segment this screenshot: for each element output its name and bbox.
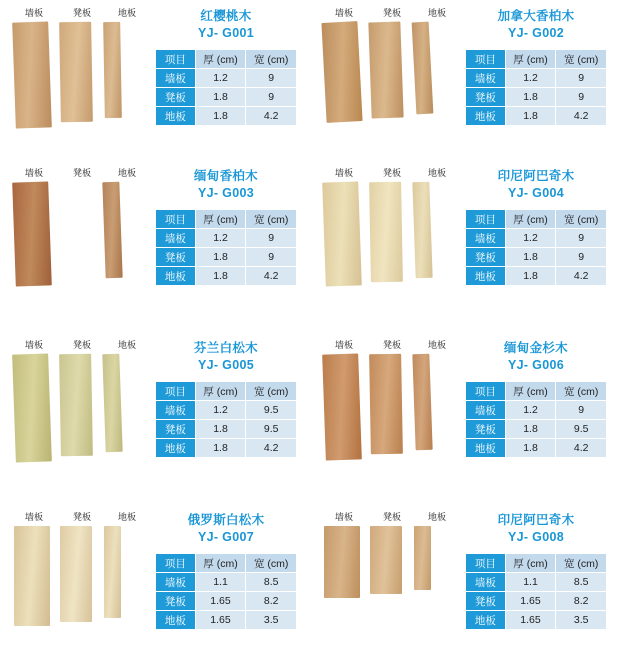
wood-samples	[10, 166, 150, 294]
row-width: 4.2	[556, 439, 607, 458]
header-item: 项目	[156, 50, 196, 69]
row-width: 9	[556, 88, 607, 107]
table-row	[156, 420, 297, 439]
row-label: 地板	[156, 267, 196, 286]
table-header-row	[156, 210, 297, 229]
sample-labels	[10, 338, 150, 351]
sample-labels	[320, 166, 460, 179]
table-row	[466, 592, 607, 611]
row-width: 4.2	[556, 267, 607, 286]
table-row	[466, 401, 607, 420]
row-width: 4.2	[246, 107, 297, 126]
header-thickness: 厚 (cm)	[505, 554, 556, 573]
row-width: 3.5	[246, 611, 297, 630]
sample-label: 墙板	[24, 168, 43, 178]
header-thickness: 厚 (cm)	[195, 210, 246, 229]
row-width: 9.5	[556, 420, 607, 439]
header-width: 宽 (cm)	[556, 50, 607, 69]
product-card	[310, 0, 620, 160]
row-thickness: 1.2	[195, 69, 246, 88]
product-info	[460, 168, 612, 286]
wood-samples	[320, 338, 460, 466]
spec-table	[465, 209, 607, 286]
row-label: 墙板	[466, 401, 506, 420]
plank-image	[12, 21, 52, 128]
table-row	[466, 611, 607, 630]
row-thickness: 1.8	[195, 248, 246, 267]
row-thickness: 1.8	[505, 248, 556, 267]
row-label: 凳板	[156, 592, 196, 611]
row-width: 8.2	[246, 592, 297, 611]
row-thickness: 1.2	[195, 229, 246, 248]
plank-image	[59, 182, 93, 283]
row-width: 9	[556, 401, 607, 420]
product-name: 红樱桃木	[200, 9, 252, 23]
product-code: YJ- G005	[198, 358, 254, 372]
header-width: 宽 (cm)	[246, 554, 297, 573]
sample-label: 墙板	[334, 168, 353, 178]
row-width: 8.5	[556, 573, 607, 592]
product-name: 俄罗斯白松木	[187, 513, 265, 527]
row-thickness: 1.2	[505, 229, 556, 248]
row-width: 9	[556, 248, 607, 267]
product-info	[150, 512, 302, 630]
row-label: 凳板	[156, 420, 196, 439]
row-thickness: 1.65	[505, 611, 556, 630]
sample-label: 墙板	[24, 340, 43, 350]
product-info	[150, 168, 302, 286]
sample-label: 凳板	[72, 8, 91, 18]
product-card	[310, 504, 620, 666]
wood-samples	[10, 6, 150, 134]
table-row	[156, 401, 297, 420]
table-row	[156, 267, 297, 286]
sample-label: 墙板	[24, 8, 43, 18]
row-thickness: 1.2	[505, 401, 556, 420]
product-name: 芬兰白松木	[193, 341, 258, 355]
sample-label: 凳板	[72, 168, 91, 178]
product-info	[460, 8, 612, 126]
sample-label: 墙板	[334, 512, 353, 522]
sample-label: 地板	[427, 512, 446, 522]
row-width: 9	[246, 69, 297, 88]
plank-image	[322, 353, 362, 460]
spec-table	[155, 209, 297, 286]
row-width: 8.2	[556, 592, 607, 611]
product-name: 加拿大香柏木	[497, 9, 575, 23]
row-thickness: 1.8	[195, 267, 246, 286]
sample-label: 地板	[117, 8, 136, 18]
header-thickness: 厚 (cm)	[505, 50, 556, 69]
row-label: 凳板	[156, 88, 196, 107]
header-thickness: 厚 (cm)	[505, 382, 556, 401]
table-row	[156, 439, 297, 458]
table-header-row	[156, 50, 297, 69]
sample-labels	[10, 6, 150, 19]
sample-label: 墙板	[334, 340, 353, 350]
wood-samples	[320, 6, 460, 134]
plank-image	[369, 354, 403, 455]
header-thickness: 厚 (cm)	[195, 554, 246, 573]
table-row	[466, 267, 607, 286]
plank-image	[369, 182, 403, 283]
row-thickness: 1.8	[505, 439, 556, 458]
row-label: 凳板	[156, 248, 196, 267]
plank-images	[10, 182, 150, 294]
product-name: 缅甸金杉木	[503, 341, 568, 355]
row-thickness: 1.8	[505, 88, 556, 107]
row-width: 9	[556, 69, 607, 88]
plank-images	[320, 182, 460, 294]
header-item: 项目	[466, 554, 506, 573]
plank-images	[10, 354, 150, 466]
row-width: 4.2	[246, 439, 297, 458]
product-card	[0, 160, 310, 332]
header-thickness: 厚 (cm)	[195, 50, 246, 69]
plank-image	[412, 182, 432, 279]
row-width: 9	[246, 248, 297, 267]
product-code: YJ- G002	[508, 26, 564, 40]
sample-label: 地板	[427, 168, 446, 178]
product-card	[310, 332, 620, 504]
row-thickness: 1.8	[195, 88, 246, 107]
table-row	[156, 573, 297, 592]
product-card	[0, 504, 310, 666]
table-row	[466, 88, 607, 107]
row-label: 凳板	[466, 248, 506, 267]
product-info	[150, 8, 302, 126]
wood-samples	[320, 510, 460, 638]
header-width: 宽 (cm)	[246, 210, 297, 229]
spec-table	[155, 381, 297, 458]
row-label: 墙板	[156, 573, 196, 592]
wood-samples	[10, 338, 150, 466]
row-thickness: 1.1	[505, 573, 556, 592]
table-row	[156, 611, 297, 630]
row-label: 墙板	[156, 229, 196, 248]
row-label: 地板	[466, 439, 506, 458]
sample-label: 凳板	[382, 8, 401, 18]
table-header-row	[466, 382, 607, 401]
header-width: 宽 (cm)	[246, 382, 297, 401]
row-label: 墙板	[466, 573, 506, 592]
table-header-row	[156, 554, 297, 573]
sample-label: 凳板	[382, 340, 401, 350]
header-item: 项目	[466, 382, 506, 401]
row-thickness: 1.8	[195, 107, 246, 126]
plank-image	[12, 181, 52, 286]
header-thickness: 厚 (cm)	[195, 382, 246, 401]
header-item: 项目	[466, 50, 506, 69]
table-row	[466, 248, 607, 267]
table-row	[466, 229, 607, 248]
plank-images	[320, 22, 460, 134]
product-code: YJ- G001	[198, 26, 254, 40]
header-width: 宽 (cm)	[246, 50, 297, 69]
row-thickness: 1.2	[195, 401, 246, 420]
product-name: 印尼阿巴奇木	[497, 513, 575, 527]
row-label: 地板	[156, 107, 196, 126]
table-row	[466, 420, 607, 439]
product-name: 缅甸香柏木	[193, 169, 258, 183]
sample-label: 地板	[427, 340, 446, 350]
spec-table	[155, 49, 297, 126]
row-label: 墙板	[156, 401, 196, 420]
row-label: 墙板	[466, 229, 506, 248]
row-thickness: 1.2	[505, 69, 556, 88]
spec-table	[465, 49, 607, 126]
product-card	[0, 0, 310, 160]
plank-image	[14, 526, 50, 626]
row-width: 8.5	[246, 573, 297, 592]
product-code: YJ- G008	[508, 530, 564, 544]
row-label: 地板	[156, 611, 196, 630]
row-thickness: 1.1	[195, 573, 246, 592]
plank-image	[368, 21, 403, 118]
row-label: 地板	[156, 439, 196, 458]
plank-image	[59, 354, 93, 457]
table-row	[466, 439, 607, 458]
plank-image	[370, 526, 402, 594]
plank-image	[322, 181, 362, 286]
table-row	[156, 107, 297, 126]
wood-samples	[320, 166, 460, 294]
wood-samples	[10, 510, 150, 638]
spec-table	[465, 381, 607, 458]
row-width: 9	[556, 229, 607, 248]
spec-table	[155, 553, 297, 630]
row-width: 3.5	[556, 611, 607, 630]
table-row	[466, 69, 607, 88]
row-label: 凳板	[466, 420, 506, 439]
product-info	[460, 340, 612, 458]
row-width: 4.2	[556, 107, 607, 126]
table-row	[156, 229, 297, 248]
row-thickness: 1.65	[195, 592, 246, 611]
plank-image	[102, 354, 122, 453]
row-label: 地板	[466, 611, 506, 630]
table-row	[156, 69, 297, 88]
header-thickness: 厚 (cm)	[505, 210, 556, 229]
sample-label: 凳板	[72, 340, 91, 350]
sample-label: 地板	[117, 340, 136, 350]
table-row	[466, 107, 607, 126]
sample-label: 地板	[427, 8, 446, 18]
row-thickness: 1.65	[505, 592, 556, 611]
plank-image	[412, 22, 434, 115]
sample-label: 凳板	[382, 168, 401, 178]
row-label: 凳板	[466, 88, 506, 107]
table-header-row	[466, 210, 607, 229]
product-card	[0, 332, 310, 504]
row-width: 4.2	[246, 267, 297, 286]
plank-image	[412, 354, 432, 451]
sample-labels	[320, 510, 460, 523]
sample-labels	[320, 338, 460, 351]
plank-image	[12, 353, 52, 462]
plank-image	[102, 182, 122, 279]
row-thickness: 1.8	[505, 107, 556, 126]
row-width: 9	[246, 88, 297, 107]
plank-image	[103, 22, 122, 118]
header-width: 宽 (cm)	[556, 210, 607, 229]
row-thickness: 1.8	[505, 267, 556, 286]
sample-label: 凳板	[72, 512, 91, 522]
row-label: 墙板	[466, 69, 506, 88]
row-label: 地板	[466, 267, 506, 286]
sample-label: 墙板	[24, 512, 43, 522]
table-header-row	[466, 50, 607, 69]
plank-images	[10, 22, 150, 134]
plank-images	[320, 354, 460, 466]
row-width: 9.5	[246, 401, 297, 420]
product-code: YJ- G004	[508, 186, 564, 200]
product-name: 印尼阿巴奇木	[497, 169, 575, 183]
header-item: 项目	[156, 382, 196, 401]
table-header-row	[156, 382, 297, 401]
header-item: 项目	[156, 554, 196, 573]
row-label: 地板	[466, 107, 506, 126]
sample-label: 墙板	[334, 8, 353, 18]
row-thickness: 1.8	[195, 420, 246, 439]
sample-label: 凳板	[382, 512, 401, 522]
product-info	[460, 512, 612, 630]
row-label: 凳板	[466, 592, 506, 611]
sample-labels	[10, 510, 150, 523]
product-info	[150, 340, 302, 458]
header-item: 项目	[156, 210, 196, 229]
plank-image	[104, 526, 121, 618]
row-width: 9.5	[246, 420, 297, 439]
header-item: 项目	[466, 210, 506, 229]
row-label: 墙板	[156, 69, 196, 88]
sample-labels	[320, 6, 460, 19]
row-width: 9	[246, 229, 297, 248]
header-width: 宽 (cm)	[556, 554, 607, 573]
plank-image	[321, 21, 362, 123]
plank-image	[414, 526, 431, 590]
row-thickness: 1.65	[195, 611, 246, 630]
row-thickness: 1.8	[195, 439, 246, 458]
plank-image	[60, 526, 92, 622]
sample-label: 地板	[117, 512, 136, 522]
product-code: YJ- G003	[198, 186, 254, 200]
plank-image	[324, 526, 360, 598]
sample-label: 地板	[117, 168, 136, 178]
table-row	[156, 88, 297, 107]
plank-image	[59, 22, 93, 123]
spec-table	[465, 553, 607, 630]
product-code: YJ- G006	[508, 358, 564, 372]
table-row	[156, 248, 297, 267]
plank-images	[10, 526, 150, 638]
table-header-row	[466, 554, 607, 573]
product-code: YJ- G007	[198, 530, 254, 544]
sample-labels	[10, 166, 150, 179]
table-row	[466, 573, 607, 592]
product-card	[310, 160, 620, 332]
table-row	[156, 592, 297, 611]
row-thickness: 1.8	[505, 420, 556, 439]
plank-images	[320, 526, 460, 638]
header-width: 宽 (cm)	[556, 382, 607, 401]
